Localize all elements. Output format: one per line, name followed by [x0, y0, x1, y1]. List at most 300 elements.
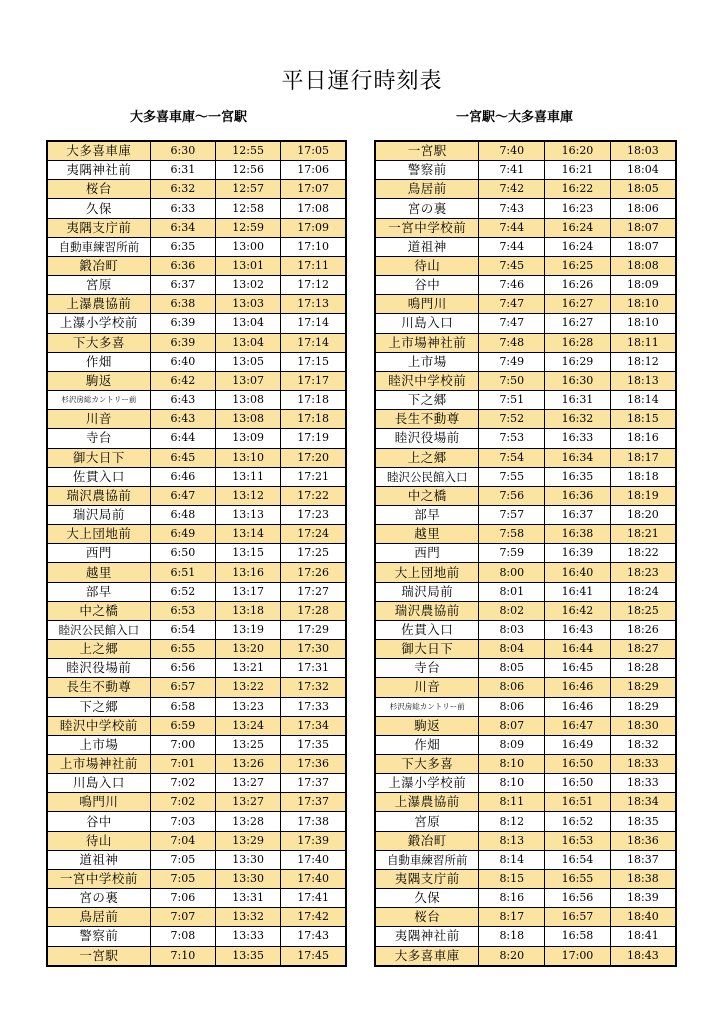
time-trip-1: 6:53	[150, 601, 215, 620]
timetable-row	[375, 850, 676, 869]
stop-name: 寺台	[47, 429, 150, 448]
time-trip-1: 7:44	[479, 237, 545, 256]
time-trip-3: 18:20	[610, 505, 676, 524]
stop-name: 夷隅神社前	[47, 161, 150, 180]
time-trip-3: 17:08	[281, 199, 346, 218]
stop-name: 大上団地前	[375, 563, 479, 582]
time-trip-2: 13:13	[215, 505, 280, 524]
stop-name: 桜台	[47, 180, 150, 199]
time-trip-1: 6:36	[150, 256, 215, 275]
stop-name: 鳴門川	[47, 793, 150, 812]
timetable-row	[375, 525, 676, 544]
time-trip-3: 18:10	[610, 314, 676, 333]
stop-name: 上市場神社前	[47, 755, 150, 774]
time-trip-1: 6:44	[150, 429, 215, 448]
time-trip-2: 13:20	[215, 640, 280, 659]
stop-name: 久保	[47, 199, 150, 218]
time-trip-3: 17:35	[281, 735, 346, 754]
time-trip-1: 8:13	[479, 831, 545, 850]
stop-name: 川音	[47, 410, 150, 429]
stop-name: 桜台	[375, 908, 479, 927]
stop-name: 一宮駅	[375, 141, 479, 161]
timetable-row	[47, 486, 346, 505]
time-trip-1: 8:10	[479, 774, 545, 793]
timetable-row	[47, 544, 346, 563]
timetable-row	[375, 314, 676, 333]
right-heading: 一宮駅～大多喜車庫	[456, 110, 574, 125]
stop-name: 佐貫入口	[47, 467, 150, 486]
timetable-row	[47, 333, 346, 352]
time-trip-1: 8:12	[479, 812, 545, 831]
timetable-row	[375, 908, 676, 927]
time-trip-1: 7:58	[479, 525, 545, 544]
time-trip-2: 16:46	[545, 678, 611, 697]
timetable-row	[47, 755, 346, 774]
time-trip-1: 7:47	[479, 314, 545, 333]
stop-name: 西門	[375, 544, 479, 563]
timetable-row	[375, 927, 676, 946]
timetable-row	[375, 352, 676, 371]
stop-name: 御大日下	[47, 448, 150, 467]
time-trip-2: 13:15	[215, 544, 280, 563]
timetable-row	[375, 678, 676, 697]
time-trip-3: 18:24	[610, 582, 676, 601]
stop-name: 宮原	[375, 812, 479, 831]
timetable-row	[47, 620, 346, 639]
time-trip-3: 18:05	[610, 180, 676, 199]
time-trip-2: 16:34	[545, 448, 611, 467]
timetable-row	[47, 563, 346, 582]
time-trip-1: 6:43	[150, 410, 215, 429]
time-trip-3: 18:17	[610, 448, 676, 467]
time-trip-1: 6:38	[150, 295, 215, 314]
time-trip-1: 8:04	[479, 640, 545, 659]
stop-name: 越里	[47, 563, 150, 582]
stop-name: 下之郷	[47, 697, 150, 716]
timetable-row	[375, 640, 676, 659]
time-trip-1: 6:54	[150, 620, 215, 639]
time-trip-2: 16:35	[545, 467, 611, 486]
time-trip-1: 6:51	[150, 563, 215, 582]
timetable-row	[47, 812, 346, 831]
stop-name: 鳴門川	[375, 295, 479, 314]
time-trip-1: 7:02	[150, 793, 215, 812]
time-trip-3: 18:07	[610, 218, 676, 237]
time-trip-1: 6:47	[150, 486, 215, 505]
time-trip-1: 7:48	[479, 333, 545, 352]
time-trip-1: 8:02	[479, 601, 545, 620]
stop-name: 宮の裏	[47, 889, 150, 908]
time-trip-2: 12:55	[215, 141, 280, 161]
stop-name: 上市場神社前	[375, 333, 479, 352]
timetable-row	[375, 755, 676, 774]
time-trip-2: 16:50	[545, 755, 611, 774]
timetable-row	[375, 391, 676, 410]
timetable-row	[375, 256, 676, 275]
time-trip-2: 13:24	[215, 716, 280, 735]
time-trip-1: 7:50	[479, 371, 545, 390]
time-trip-2: 16:44	[545, 640, 611, 659]
timetable-row	[375, 199, 676, 218]
timetable-row	[375, 141, 676, 161]
time-trip-2: 12:57	[215, 180, 280, 199]
time-trip-1: 6:59	[150, 716, 215, 735]
time-trip-1: 8:07	[479, 716, 545, 735]
time-trip-3: 17:19	[281, 429, 346, 448]
timetable-inbound	[374, 140, 677, 967]
time-trip-3: 17:36	[281, 755, 346, 774]
timetable-row	[47, 908, 346, 927]
time-trip-3: 18:14	[610, 391, 676, 410]
stop-name: 睦沢公民館入口	[375, 467, 479, 486]
time-trip-1: 6:52	[150, 582, 215, 601]
timetable-row	[47, 525, 346, 544]
time-trip-2: 13:18	[215, 601, 280, 620]
time-trip-2: 13:11	[215, 467, 280, 486]
time-trip-2: 13:03	[215, 295, 280, 314]
timetable-row	[375, 774, 676, 793]
stop-name: 夷隅支庁前	[47, 218, 150, 237]
timetable-row	[375, 371, 676, 390]
timetable-row	[47, 448, 346, 467]
time-trip-1: 7:44	[479, 218, 545, 237]
time-trip-2: 16:43	[545, 620, 611, 639]
stop-name: 川島入口	[375, 314, 479, 333]
timetable-row	[47, 256, 346, 275]
time-trip-1: 8:15	[479, 869, 545, 888]
time-trip-3: 18:26	[610, 620, 676, 639]
stop-name: 一宮駅	[47, 946, 150, 966]
timetable-row	[47, 180, 346, 199]
time-trip-1: 7:04	[150, 831, 215, 850]
time-trip-1: 6:32	[150, 180, 215, 199]
time-trip-2: 13:14	[215, 525, 280, 544]
time-trip-2: 16:24	[545, 237, 611, 256]
time-trip-3: 17:13	[281, 295, 346, 314]
timetable-row	[47, 410, 346, 429]
time-trip-1: 7:06	[150, 889, 215, 908]
time-trip-3: 17:40	[281, 869, 346, 888]
time-trip-3: 18:09	[610, 276, 676, 295]
timetable-row	[375, 697, 676, 716]
time-trip-1: 6:48	[150, 505, 215, 524]
time-trip-3: 17:09	[281, 218, 346, 237]
timetable-row	[47, 505, 346, 524]
time-trip-2: 16:30	[545, 371, 611, 390]
timetable-row	[375, 276, 676, 295]
timetable-row	[375, 237, 676, 256]
stop-name: 駒返	[375, 716, 479, 735]
time-trip-3: 17:37	[281, 774, 346, 793]
time-trip-3: 18:08	[610, 256, 676, 275]
stop-name: 大多喜車庫	[375, 946, 479, 966]
stop-name: 鳥居前	[375, 180, 479, 199]
time-trip-3: 17:34	[281, 716, 346, 735]
time-trip-2: 13:22	[215, 678, 280, 697]
timetable-row	[47, 601, 346, 620]
timetable-row	[375, 544, 676, 563]
timetable-row	[375, 735, 676, 754]
time-trip-3: 18:43	[610, 946, 676, 966]
time-trip-2: 16:33	[545, 429, 611, 448]
stop-name: 川音	[375, 678, 479, 697]
time-trip-3: 17:14	[281, 333, 346, 352]
time-trip-1: 7:05	[150, 869, 215, 888]
stop-name: 警察前	[47, 927, 150, 946]
timetable-row	[375, 793, 676, 812]
time-trip-2: 16:46	[545, 697, 611, 716]
time-trip-2: 13:35	[215, 946, 280, 966]
time-trip-2: 13:29	[215, 831, 280, 850]
time-trip-1: 6:45	[150, 448, 215, 467]
time-trip-1: 6:39	[150, 333, 215, 352]
timetable-row	[375, 563, 676, 582]
stop-name: 鍛冶町	[47, 256, 150, 275]
time-trip-1: 6:34	[150, 218, 215, 237]
time-trip-3: 17:18	[281, 410, 346, 429]
time-trip-3: 17:15	[281, 352, 346, 371]
time-trip-1: 7:07	[150, 908, 215, 927]
timetable-outbound	[46, 140, 347, 967]
time-trip-2: 13:05	[215, 352, 280, 371]
time-trip-1: 6:37	[150, 276, 215, 295]
time-trip-2: 13:08	[215, 391, 280, 410]
timetable-row	[375, 659, 676, 678]
time-trip-3: 17:12	[281, 276, 346, 295]
time-trip-1: 7:40	[479, 141, 545, 161]
time-trip-3: 17:41	[281, 889, 346, 908]
time-trip-2: 12:59	[215, 218, 280, 237]
stop-name: 上之郷	[375, 448, 479, 467]
timetable-row	[47, 295, 346, 314]
stop-name: 瑞沢局前	[375, 582, 479, 601]
time-trip-1: 8:20	[479, 946, 545, 966]
timetable-row	[47, 946, 346, 966]
time-trip-3: 18:13	[610, 371, 676, 390]
time-trip-1: 6:33	[150, 199, 215, 218]
stop-name: 上市場	[375, 352, 479, 371]
time-trip-2: 13:07	[215, 371, 280, 390]
time-trip-2: 13:08	[215, 410, 280, 429]
time-trip-3: 18:22	[610, 544, 676, 563]
stop-name: 待山	[47, 831, 150, 850]
timetable-row	[375, 831, 676, 850]
time-trip-2: 13:31	[215, 889, 280, 908]
timetable-row	[47, 850, 346, 869]
time-trip-1: 7:03	[150, 812, 215, 831]
time-trip-1: 8:06	[479, 678, 545, 697]
stop-name: 鍛冶町	[375, 831, 479, 850]
time-trip-1: 7:02	[150, 774, 215, 793]
stop-name: 夷隅支庁前	[375, 869, 479, 888]
stop-name: 大上団地前	[47, 525, 150, 544]
time-trip-2: 16:51	[545, 793, 611, 812]
timetable-row	[375, 448, 676, 467]
time-trip-1: 8:03	[479, 620, 545, 639]
time-trip-1: 6:55	[150, 640, 215, 659]
stop-name: 御大日下	[375, 640, 479, 659]
time-trip-3: 18:35	[610, 812, 676, 831]
time-trip-2: 13:10	[215, 448, 280, 467]
timetable-row	[375, 429, 676, 448]
time-trip-1: 7:08	[150, 927, 215, 946]
stop-name: 瑞沢局前	[47, 505, 150, 524]
stop-name: 上瀑小学校前	[47, 314, 150, 333]
time-trip-3: 17:20	[281, 448, 346, 467]
time-trip-1: 6:57	[150, 678, 215, 697]
time-trip-1: 8:05	[479, 659, 545, 678]
time-trip-1: 7:57	[479, 505, 545, 524]
time-trip-3: 18:33	[610, 774, 676, 793]
time-trip-2: 16:25	[545, 256, 611, 275]
time-trip-3: 17:33	[281, 697, 346, 716]
stop-name: 道祖神	[47, 850, 150, 869]
time-trip-2: 16:58	[545, 927, 611, 946]
stop-name: 上之郷	[47, 640, 150, 659]
time-trip-2: 13:33	[215, 927, 280, 946]
time-trip-1: 7:55	[479, 467, 545, 486]
time-trip-2: 16:53	[545, 831, 611, 850]
time-trip-3: 18:32	[610, 735, 676, 754]
timetable-row	[47, 218, 346, 237]
time-trip-2: 13:16	[215, 563, 280, 582]
time-trip-2: 16:50	[545, 774, 611, 793]
time-trip-1: 7:56	[479, 486, 545, 505]
time-trip-3: 17:31	[281, 659, 346, 678]
time-trip-3: 18:15	[610, 410, 676, 429]
stop-name: 道祖神	[375, 237, 479, 256]
stop-name: 越里	[375, 525, 479, 544]
time-trip-1: 8:09	[479, 735, 545, 754]
time-trip-3: 17:24	[281, 525, 346, 544]
time-trip-1: 8:18	[479, 927, 545, 946]
time-trip-1: 6:43	[150, 391, 215, 410]
time-trip-3: 17:45	[281, 946, 346, 966]
time-trip-1: 7:47	[479, 295, 545, 314]
time-trip-3: 18:39	[610, 889, 676, 908]
timetable-row	[47, 659, 346, 678]
time-trip-2: 13:17	[215, 582, 280, 601]
stop-name: 自動車練習所前	[375, 850, 479, 869]
time-trip-1: 8:16	[479, 889, 545, 908]
time-trip-2: 16:27	[545, 295, 611, 314]
time-trip-2: 13:12	[215, 486, 280, 505]
timetable-row	[47, 237, 346, 256]
time-trip-3: 18:29	[610, 678, 676, 697]
stop-name: 長生不動尊	[47, 678, 150, 697]
timetable-row	[375, 582, 676, 601]
time-trip-2: 13:30	[215, 850, 280, 869]
stop-name: 作畑	[47, 352, 150, 371]
time-trip-3: 17:05	[281, 141, 346, 161]
time-trip-1: 6:46	[150, 467, 215, 486]
time-trip-3: 17:42	[281, 908, 346, 927]
time-trip-2: 16:49	[545, 735, 611, 754]
time-trip-1: 7:52	[479, 410, 545, 429]
time-trip-1: 6:39	[150, 314, 215, 333]
time-trip-3: 17:38	[281, 812, 346, 831]
time-trip-3: 17:17	[281, 371, 346, 390]
time-trip-3: 17:27	[281, 582, 346, 601]
timetable-row	[47, 831, 346, 850]
timetable-row	[47, 582, 346, 601]
time-trip-3: 18:16	[610, 429, 676, 448]
time-trip-3: 17:37	[281, 793, 346, 812]
stop-name: 西門	[47, 544, 150, 563]
time-trip-3: 18:06	[610, 199, 676, 218]
stop-name: 中之橋	[375, 486, 479, 505]
time-trip-3: 18:40	[610, 908, 676, 927]
timetable-row	[375, 218, 676, 237]
timetable-row	[47, 716, 346, 735]
time-trip-3: 18:30	[610, 716, 676, 735]
time-trip-3: 18:36	[610, 831, 676, 850]
time-trip-3: 17:28	[281, 601, 346, 620]
timetable-row	[47, 678, 346, 697]
timetable-row	[47, 371, 346, 390]
time-trip-2: 16:22	[545, 180, 611, 199]
stop-name: 部早	[47, 582, 150, 601]
stop-name: 寺台	[375, 659, 479, 678]
timetable-row	[47, 199, 346, 218]
time-trip-1: 6:42	[150, 371, 215, 390]
time-trip-3: 17:29	[281, 620, 346, 639]
stop-name: 部早	[375, 505, 479, 524]
time-trip-2: 13:09	[215, 429, 280, 448]
timetable-row	[375, 180, 676, 199]
time-trip-3: 18:27	[610, 640, 676, 659]
stop-name: 睦沢公民館入口	[47, 620, 150, 639]
time-trip-2: 13:02	[215, 276, 280, 295]
timetable-row	[47, 429, 346, 448]
timetable-row	[47, 467, 346, 486]
time-trip-2: 16:41	[545, 582, 611, 601]
timetable-row	[375, 869, 676, 888]
timetable-row	[375, 620, 676, 639]
time-trip-1: 6:56	[150, 659, 215, 678]
time-trip-1: 7:59	[479, 544, 545, 563]
time-trip-2: 17:00	[545, 946, 611, 966]
timetable-row	[47, 352, 346, 371]
time-trip-1: 7:01	[150, 755, 215, 774]
time-trip-1: 6:50	[150, 544, 215, 563]
timetable-row	[47, 774, 346, 793]
stop-name: 佐貫入口	[375, 620, 479, 639]
stop-name: 睦沢役場前	[47, 659, 150, 678]
timetable-row	[375, 889, 676, 908]
stop-name: 睦沢中学校前	[47, 716, 150, 735]
timetable-row	[47, 869, 346, 888]
time-trip-3: 17:22	[281, 486, 346, 505]
time-trip-1: 7:46	[479, 276, 545, 295]
time-trip-2: 13:27	[215, 793, 280, 812]
stop-name: 瑞沢農協前	[47, 486, 150, 505]
timetable-row	[375, 467, 676, 486]
timetable-row	[375, 505, 676, 524]
time-trip-2: 16:27	[545, 314, 611, 333]
stop-name: 下大多喜	[47, 333, 150, 352]
time-trip-2: 16:31	[545, 391, 611, 410]
time-trip-1: 6:31	[150, 161, 215, 180]
time-trip-2: 16:55	[545, 869, 611, 888]
time-trip-2: 13:01	[215, 256, 280, 275]
time-trip-3: 17:43	[281, 927, 346, 946]
stop-name: 駒返	[47, 371, 150, 390]
time-trip-1: 7:41	[479, 161, 545, 180]
time-trip-3: 18:03	[610, 141, 676, 161]
time-trip-2: 16:20	[545, 141, 611, 161]
time-trip-3: 18:23	[610, 563, 676, 582]
